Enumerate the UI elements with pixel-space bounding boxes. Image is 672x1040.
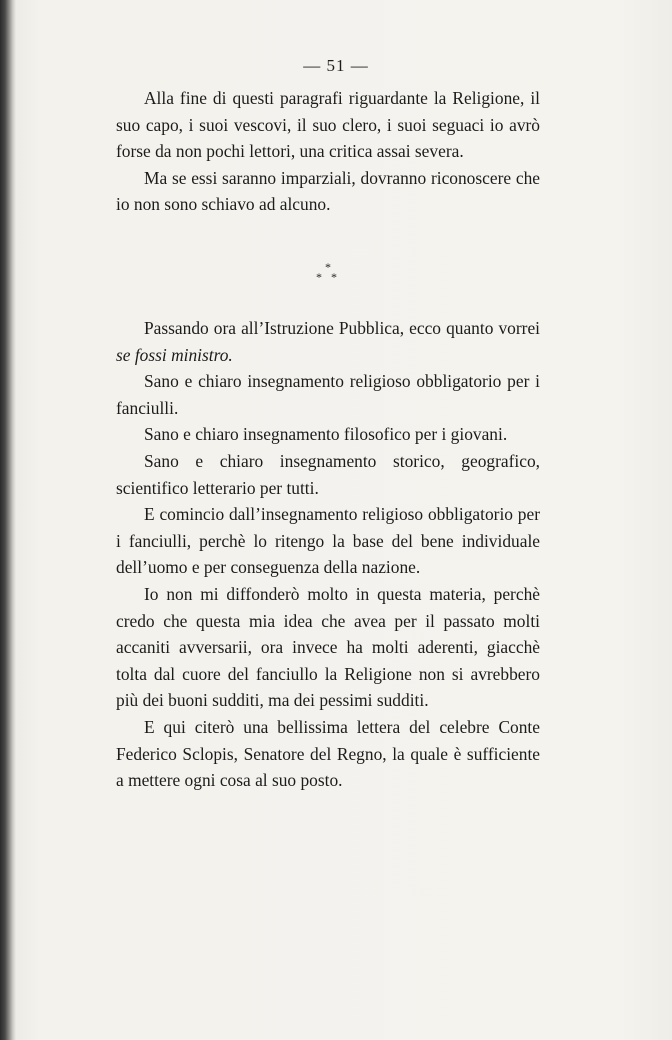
italic-phrase: se fossi ministro. (116, 344, 233, 365)
asterism-bottom: * * (316, 270, 340, 284)
paragraph: Alla fine di questi paragrafi riguardante la Religione, il suo capo, i suoi vescovi, il suo clero, i suoi seguaci io avrò forse da non pochi lettori, una critica assai severa. (116, 88, 540, 162)
asterism-top: * (325, 260, 331, 274)
page-number: — 51 — (303, 56, 369, 75)
paragraph: Sano e chiaro insegnamento storico, geografico, scientifico letterario per tutti. (116, 450, 540, 498)
asterism-separator (316, 262, 340, 288)
text-section-education (116, 315, 540, 794)
paragraph: E comincio dall’insegnamento religioso obbligatorio per i fanciulli, perchè lo ritengo la base del bene individuale dell’uomo e per conseguenza della nazione. (116, 504, 540, 578)
paragraph: Io non mi diffonderò molto in questa materia, perchè credo che questa mia idea che avea per il passato molti accaniti avversarii, ora invece ha molti aderenti, giacchè tolta dal cuore del fanciullo la Religione non si avrebbero più dei buoni sudditi, ma dei pessimi sudditi. (116, 583, 540, 711)
binding-edge (0, 0, 16, 1040)
text-section-religion (116, 85, 540, 218)
paragraph: E qui citerò una bellissima lettera del celebre Conte Federico Sclopis, Senatore del Regno, la quale è sufficiente a mettere ogni cosa al suo posto. (116, 716, 540, 791)
paragraph: Ma se essi saranno imparziali, dovranno riconoscere che io non sono schiavo ad alcuno. (116, 167, 540, 215)
paragraph-text: Passando ora all’Istruzione Pubblica, ecco quanto vorrei (144, 318, 540, 338)
paragraph: Sano e chiaro insegnamento religioso obbligatorio per i fanciulli. (116, 371, 540, 418)
paragraph (116, 315, 540, 368)
paragraph: Sano e chiaro insegnamento filosofico per i giovani. (144, 424, 508, 445)
